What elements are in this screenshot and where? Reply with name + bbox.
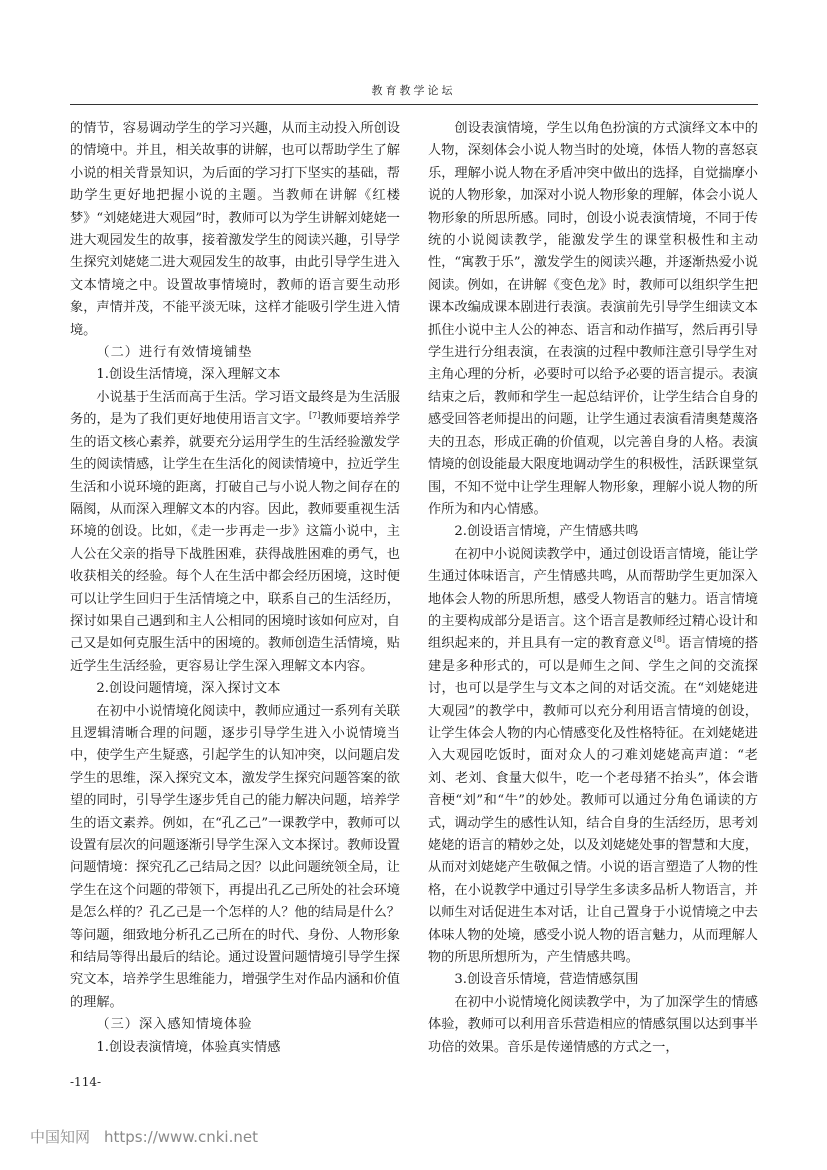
section-heading-2: （二）进行有效情境铺垫 xyxy=(96,345,253,361)
subsection-life-situation: 1.创设生活情境，深入理解文本 xyxy=(96,367,281,383)
subsection-language-situation: 2.创设语言情境，产生情感共鸣 xyxy=(454,524,639,540)
cnki-watermark xyxy=(30,1126,258,1147)
paragraph-language-situation xyxy=(428,544,758,970)
citation-8: [8] xyxy=(653,635,666,645)
citation-7: [7] xyxy=(309,411,321,421)
subsection-music-situation: 3.创设音乐情境，营造情感氛围 xyxy=(454,972,639,988)
cnki-url: https://www.cnki.net xyxy=(104,1128,258,1146)
paragraph-life-situation xyxy=(70,387,400,678)
paragraph-language-text-b: 。语言情境的搭建是多种形式的，可以是师生之间、学生之间的交流探讨，也可以是学生与文本之间的对话交流。在“刘姥姥进大观园”的教学中，教师可以充分利用语言情境的创设，让学生体会人物的内心情感变化及性格特征。在刘姥姥进入大观园吃饭时，面对众人的刁难刘姥姥高声道：“老刘、老刘、食量大似牛，吃一个老母猪不抬头”，体会谐音梗“刘”和“牛”的妙处。教师可以通过分角色诵读的方式，调动学生的感性认知，结合自身的生活经历，思考刘姥姥的语言的精妙之处，以及刘姥姥处事的智慧和大度，从而对刘姥姥产生敬佩之情。小说的语言塑造了人物的性格，在小说教学中通过引导学生多读多品析人物语言，并以师生对话促进生本对话，让自己置身于小说情境之中去体味人物的处境，感受小说人物的语言魅力，从而理解人物的所思所想所为，产生情感共鸣。 xyxy=(428,636,759,966)
cnki-brand: 中国知网 xyxy=(30,1128,91,1146)
paragraph-music-situation: 在初中小说情境化阅读教学中，为了加深学生的情感体验，教师可以利用音乐营造相应的情感氛围以达到事半功倍的效果。音乐是传递情感的方式之一， xyxy=(428,994,758,1055)
paragraph-intro-continued: 的情节，容易调动学生的学习兴趣，从而主动投入所创设的情境中。并且，相关故事的讲解，也可以帮助学生了解小说的相关背景知识，为后面的学习打下坚实的基础，帮助学生更好地把握小说的主题。当教师在讲解《红楼梦》“刘姥姥进大观园”时，教师可以为学生讲解刘姥姥一进大观园发生的故事，接着激发学生的阅读兴趣，引导学生探究刘姥姥二进大观园发生的故事，由此引导学生进入文本情境之中。设置故事情境时，教师的语言要生动形象，声情并茂，不能平淡无味，这样才能吸引学生进入情境。 xyxy=(70,121,400,338)
paragraph-language-text-a: 在初中小说阅读教学中，通过创设语言情境，能让学生通过体味语言，产生情感共鸣，从而帮助学生更加深入地体会人物的所思所想，感受人物语言的魅力。语言情境的主要构成部分是语言。这个语言是教师经过精心设计和组织起来的，并且具有一定的教育意义 xyxy=(428,546,758,652)
paragraph-life-text-b: 教师要培养学生的语文核心素养，就要充分运用学生的生活经验激发学生的阅读情感，让学生在生活化的阅读情境中，拉近学生生活和小说环境的距离，打破自己与小说人物之间存在的隔阂，从而深入理解文本的内容。因此，教师要重视生活环境的创设。比如，《走一步再走一步》这篇小说中，主人公在父亲的指导下战胜困难，获得战胜困难的勇气，也收获相关的经验。每个人在生活中都会经历困境，这时便可以让学生回归于生活情境之中，联系自己的生活经历，探讨如果自己遇到和主人公相同的困境时该如何应对，自己又是如何克服生活中的困境的。教师创造生活情境，贴近学生生活经验，更容易让学生深入理解文本内容。 xyxy=(70,412,401,674)
header-rule xyxy=(70,104,758,105)
section-heading-3: （三）深入感知情境体验 xyxy=(96,1017,253,1033)
paragraph-problem-situation: 在初中小说情境化阅读中，教师应通过一系列有关联且逻辑清晰合理的问题，逐步引导学生进入小说情境当中，使学生产生疑惑，引起学生的认知冲突，以问题启发学生的思维，深入探究文本，激发学生探究问题答案的欲望的同时，引导学生逐步凭自己的能力解决问题，培养学生的语文素养。例如，在“孔乙己”一课教学中，教师可以设置有层次的问题逐渐引导学生深入文本探讨。教师设置问题情境：探究孔乙己结局之因？以此问题统领全局，让学生在这个问题的带领下，再提出孔乙己所处的社会环境是怎么样的？孔乙己是一个怎样的人？他的结局是什么？等问题，细致地分析孔乙己所在的时代、身份、人物形象和结局等得出最后的结论。通过设置问题情境引导学生探究文本，培养学生思维能力，增强学生对作品内涵和价值的理解。 xyxy=(70,703,400,1010)
subsection-performance-situation: 1.创设表演情境，体验真实情感 xyxy=(96,1039,281,1055)
paragraph-life-text-a: 小说基于生活而高于生活。学习语文最终是为生活服务的，是为了我们更好地使用语言文字。 xyxy=(70,389,400,428)
paragraph-performance-situation: 创设表演情境，学生以角色扮演的方式演绎文本中的人物，深刻体会小说人物当时的处境，体悟人物的喜怒哀乐，理解小说人物在矛盾冲突中做出的选择，自觉揣摩小说的人物形象，加深对小说人物形象的理解，体会小说人物形象的所思所感。同时，创设小说表演情境，不同于传统的小说阅读教学，能激发学生的课堂积极性和主动性，“寓教于乐”，激发学生的阅读兴趣，并逐渐热爱小说阅读。例如，在讲解《变色龙》时，教师可以组织学生把课本改编成课本剧进行表演。表演前先引导学生细读文本抓住小说中主人公的神态、语言和动作描写，然后再引导学生进行分组表演，在表演的过程中教师注意引导学生对主角心理的分析，必要时可以给予必要的语言提示。表演结束之后，教师和学生一起总结评价，让学生结合自身的感受回答老师提出的问题，让学生通过表演看清奥楚蔑洛夫的丑态，形成正确的价值观，以完善自身的人格。表演情境的创设能最大限度地调动学生的积极性，活跃课堂氛围，不知不觉中让学生理解人物形象，理解小说人物的所作所为和内心情感。 xyxy=(428,121,758,517)
journal-running-head: 教育教学论坛 xyxy=(371,84,456,97)
subsection-problem-situation: 2.创设问题情境，深入探讨文本 xyxy=(96,681,281,697)
page-number: -114- xyxy=(70,1075,102,1089)
right-column xyxy=(428,118,758,1059)
left-column xyxy=(70,118,400,1059)
